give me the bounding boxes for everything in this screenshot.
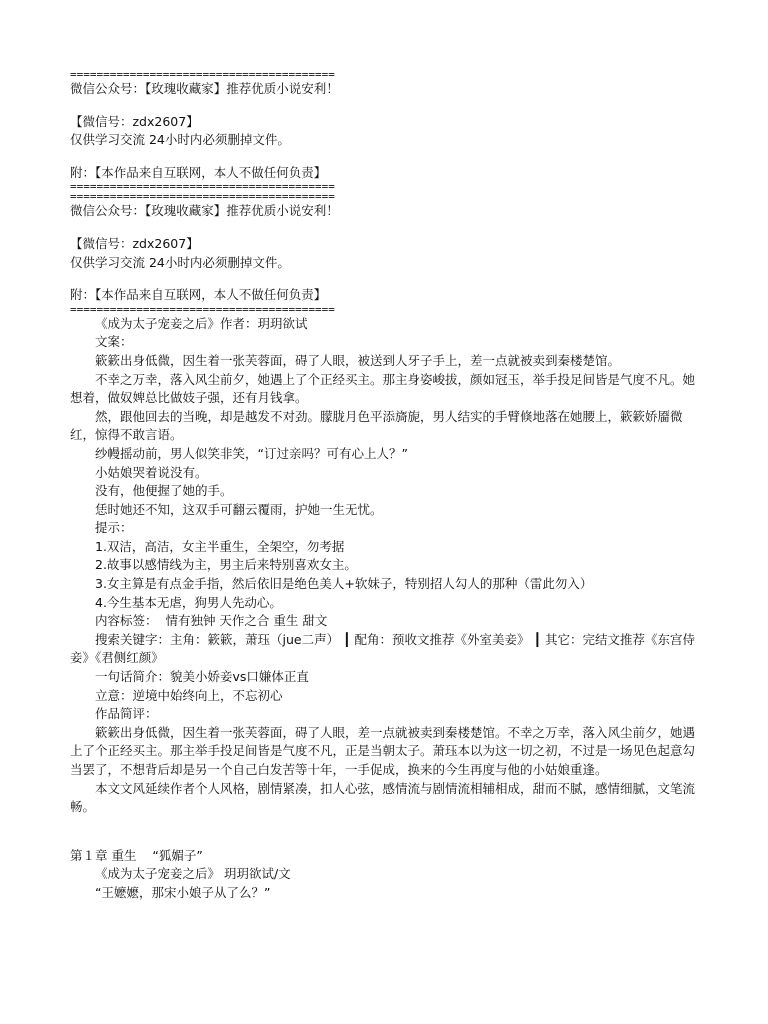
synopsis-paragraph: 小姑娘哭着说没有。 (95, 464, 208, 480)
review-label: 作品简评： (95, 706, 158, 722)
separator-line: ======================================== (70, 192, 335, 203)
review-paragraph: 簌簌出身低微，因生着一张芙蓉面，碍了人眼，差一点就被卖到秦楼楚馆。不幸之万幸，落入风尘前夕，她遇上了个正经买主。那主举手投足间皆是气度不凡，正是当朝太子。萧珏本以为这一切之初，不过是一场见色起意勾当罢了，不想背后却是另一个自己白发苦等十年，一手促成，换来的今生再度与他的小姑娘重逢。 (70, 724, 696, 777)
synopsis-paragraph: 纱幔摇动前，男人似笑非笑，“订过亲吗？可有心上人？” (95, 445, 408, 461)
chapter-heading: 第１章 重生 “狐媚子” (70, 847, 203, 863)
study-note-line: 仅供学习交流 24小时内必须删掉文件。 (70, 132, 290, 148)
wechat-id-line: 【微信号：zdx2607】 (70, 235, 199, 251)
tip-item: 1.双洁，高洁，女主半重生，全架空，勿考据 (95, 538, 345, 554)
chapter-first-line: “王嬷嬷，那宋小娘子从了么？” (95, 884, 271, 900)
synopsis-label: 文案： (95, 334, 133, 350)
separator-line: ======================================== (70, 70, 335, 80)
synopsis-paragraph: 簌簌出身低微，因生着一张芙蓉面，碍了人眼，被送到人牙子手上，差一点就被卖到秦楼楚馆。 (95, 352, 621, 368)
tip-item: 2.故事以感情线为主，男主后来特别喜欢女主。 (95, 557, 357, 573)
wechat-id-line: 【微信号：zdx2607】 (70, 113, 199, 129)
document-page (70, 70, 696, 903)
separator-line: ======================================== (70, 182, 335, 193)
synopsis-paragraph: 不幸之万幸，落入风尘前夕，她遇上了个正经买主。那主身姿峻拔，颜如冠玉，举手投足间皆是气度不凡。她想着，做奴婢总比做妓子强，还有月钱拿。 (70, 371, 696, 406)
disclaimer-line: 附：【本作品来自互联网，本人不做任何负责】 (70, 164, 327, 180)
study-note-line: 仅供学习交流 24小时内必须删掉文件。 (70, 254, 290, 270)
review-paragraph: 本文文风延续作者个人风格，剧情紧凑，扣人心弦，感情流与剧情流相辅相成，甜而不腻，感情细腻，文笔流畅。 (70, 780, 696, 815)
tip-item: 4.今生基本无虐，狗男人先动心。 (95, 594, 282, 610)
tip-item: 3.女主算是有点金手指，然后依旧是绝色美人+软妹子，特别招人勾人的那种（雷此勿入） (95, 576, 593, 592)
chapter-byline: 《成为太子宠妾之后》 玥玥欲试/文 (95, 866, 291, 882)
synopsis-paragraph: 没有，他便握了她的手。 (95, 483, 233, 499)
one-line-summary: 一句话简介：貌美小娇妾vs口嫌体正直 (95, 669, 309, 685)
separator-line: ======================================== (70, 304, 335, 315)
search-keywords: 搜索关键字：主角：簌簌，萧珏（jue二声） ┃ 配角：预收文推荐《外室美妾》 ┃ 其它：完结文推荐《东宫侍妾》《君侧红颜》 (70, 631, 696, 666)
theme-line: 立意：逆境中始终向上，不忘初心 (95, 687, 283, 703)
tips-label: 提示： (95, 520, 133, 536)
disclaimer-line: 附：【本作品来自互联网，本人不做任何负责】 (70, 287, 327, 303)
official-account-line: 微信公众号：【玫瑰收藏家】推荐优质小说安利！ (70, 81, 339, 96)
content-tags: 内容标签： 情有独钟 天作之合 重生 甜文 (95, 613, 328, 629)
synopsis-paragraph: 恁时她还不知，这双手可翻云覆雨，护她一生无忧。 (95, 501, 383, 517)
book-title-author: 《成为太子宠妾之后》作者：玥玥欲试 (95, 315, 308, 331)
official-account-line: 微信公众号：【玫瑰收藏家】推荐优质小说安利！ (70, 203, 339, 219)
synopsis-paragraph: 然，跟他回去的当晚，却是越发不对劲。朦胧月色平添旖旎，男人结实的手臂倏地落在她腰上，簌簌娇靥微红，惊得不敢言语。 (70, 408, 683, 443)
